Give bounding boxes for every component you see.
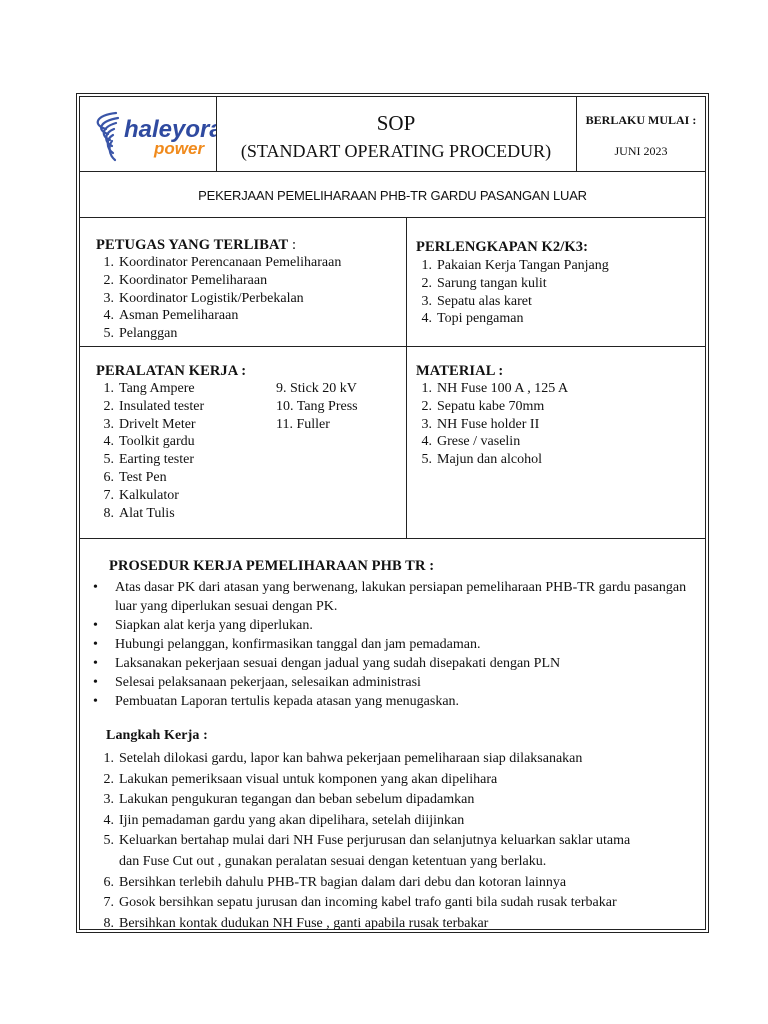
effective-date-label: BERLAKU MULAI :: [585, 113, 697, 127]
list-item: [88, 914, 630, 935]
list-item-text: Test Pen: [119, 469, 167, 485]
peralatan-heading: PERALATAN KERJA :: [96, 363, 247, 379]
list-item: 8. Alat Tulis: [103, 505, 175, 521]
row-divider: [80, 217, 705, 218]
list-item: 3. Drivelt Meter: [103, 416, 196, 432]
prosedur-heading: PROSEDUR KERJA PEMELIHARAAN PHB TR :: [109, 558, 435, 574]
list-item: [88, 893, 630, 914]
list-number: 6.: [103, 874, 114, 890]
bullet-item-text: Hubungi pelanggan, konfirmasikan tanggal dan jam pemadaman.: [115, 637, 481, 652]
langkah-heading: Langkah Kerja :: [106, 728, 208, 743]
sop-document: [76, 93, 709, 933]
list-item-text: Bersihkan terlebih dahulu PHB-TR bagian dalam dari debu dan kotoran lainnya: [119, 874, 567, 890]
list-number: 2.: [103, 771, 114, 787]
list-item-text: Koordinator Logistik/Perbekalan: [119, 290, 304, 306]
list-item-text: Insulated tester: [119, 398, 205, 414]
list-item-text: Sarung tangan kulit: [437, 275, 547, 291]
list-number: 1.: [103, 751, 114, 766]
list-item: 1. Koordinator Perencanaan Pemeliharaan: [103, 255, 342, 270]
list-item-text: Pelanggan: [119, 326, 178, 342]
bullet-item: [88, 654, 688, 673]
material-list: [406, 380, 568, 469]
list-number: 8.: [103, 915, 114, 931]
petugas-list: [88, 254, 341, 343]
list-item-text: Lakukan pengukuran tegangan dan beban sebelum dipadamkan: [119, 792, 475, 808]
list-item: 1. Pakaian Kerja Tangan Panjang: [421, 258, 609, 273]
list-item-text: Bersihkan kontak dudukan NH Fuse , ganti apabila rusak terbakar: [119, 915, 489, 931]
petugas-heading-text: PETUGAS YANG TERLIBAT: [96, 237, 289, 253]
list-item-text: Koordinator Perencanaan Pemeliharaan: [119, 255, 342, 270]
svg-text:haleyora: haleyora: [124, 116, 216, 143]
list-item: 3. NH Fuse holder II: [421, 416, 540, 432]
bullet-item: [88, 673, 688, 692]
sop-table: [79, 96, 706, 930]
list-item-text: Keluarkan bertahap mulai dari NH Fuse perjurusan dan selanjutnya keluarkan saklar utama: [119, 833, 631, 849]
list-item: 5. Earting tester: [103, 452, 195, 468]
list-item-text: Topi pengaman: [437, 311, 524, 327]
material-heading: MATERIAL :: [416, 363, 504, 379]
list-number: 4.: [103, 812, 114, 828]
list-item-text: Grese / vaselin: [437, 434, 521, 450]
list-item: 4. Asman Pemeliharaan: [103, 308, 239, 324]
row-divider: [80, 346, 705, 347]
list-item: 11. Fuller: [276, 416, 330, 432]
list-item: 5. Pelanggan: [103, 326, 178, 342]
bullet-item-text: Selesai pelaksanaan pekerjaan, selesaikan administrasi: [115, 675, 421, 690]
list-item: 2. Koordinator Pemeliharaan: [103, 272, 268, 288]
header-divider: [576, 97, 577, 171]
list-item-text: Toolkit gardu: [119, 434, 195, 450]
list-item-text: Tang Ampere: [119, 381, 195, 396]
list-item: 9. Stick 20 kV: [276, 381, 357, 396]
petugas-heading: [96, 237, 296, 254]
list-item-text: Sepatu kabe 70mm: [437, 398, 545, 414]
list-item: 2. Sepatu kabe 70mm: [421, 398, 545, 414]
list-item: 1. Tang Ampere: [103, 381, 195, 396]
perlengkapan-list: [406, 257, 609, 328]
bullet-item-text: Siapkan alat kerja yang diperlukan.: [115, 618, 313, 633]
list-number: 7.: [103, 895, 114, 911]
list-item: 2. Insulated tester: [103, 398, 205, 414]
list-item: [88, 790, 630, 811]
prosedur-list: [88, 578, 688, 711]
sop-subtitle: (STANDART OPERATING PROCEDUR): [240, 141, 552, 161]
list-item: 1. NH Fuse 100 A , 125 A: [421, 381, 569, 396]
company-logo: [86, 103, 216, 169]
list-number: 5.: [103, 833, 114, 849]
row-divider: [80, 538, 705, 539]
bullet-item-text: Pembuatan Laporan tertulis kepada atasan yang menugaskan.: [115, 694, 460, 709]
list-item: 4. Grese / vaselin: [421, 434, 521, 450]
list-item: 6. Test Pen: [103, 469, 167, 485]
bullet-item: [88, 692, 688, 711]
list-item: [88, 831, 630, 852]
list-item: 5. Majun dan alcohol: [421, 452, 542, 468]
list-item-text: NH Fuse holder II: [437, 416, 540, 432]
list-item-text: Majun dan alcohol: [437, 452, 542, 468]
list-item: 10. Tang Press: [276, 398, 358, 414]
list-item-text: dan Fuse Cut out , gunakan peralatan sesuai dengan ketentuan yang berlaku.: [119, 853, 547, 869]
list-item-text: NH Fuse 100 A , 125 A: [437, 381, 569, 396]
list-item: [88, 852, 630, 873]
bullet-item-text: Atas dasar PK dari atasan yang berwenang, lakukan persiapan pemeliharaan PHB-TR gardu pasangan luar yang diperlukan sesuai dengan PK.: [115, 580, 687, 614]
list-item: 3. Koordinator Logistik/Perbekalan: [103, 290, 304, 306]
svg-text:power: power: [154, 139, 205, 158]
list-item-text: Lakukan pemeriksaan visual untuk komponen yang akan dipelihara: [119, 771, 498, 787]
list-item-text: Drivelt Meter: [119, 416, 196, 432]
bullet-item: [88, 616, 688, 635]
langkah-list: [88, 749, 630, 934]
list-item-text: Earting tester: [119, 452, 195, 468]
bullet-item: [88, 578, 688, 616]
list-item-text: Asman Pemeliharaan: [119, 308, 239, 324]
list-item: [88, 873, 630, 894]
list-item: [88, 770, 630, 791]
peralatan-list: [88, 380, 204, 522]
list-item-text: Pakaian Kerja Tangan Panjang: [437, 258, 609, 273]
list-item: 2. Sarung tangan kulit: [421, 275, 547, 291]
list-item-text: Gosok bersihkan sepatu jurusan dan incoming kabel trafo ganti bila sudah rusak terbakar: [119, 895, 617, 911]
peralatan-list-col2: [276, 380, 358, 433]
list-number: 3.: [103, 792, 114, 808]
list-item-text: Alat Tulis: [119, 505, 175, 521]
list-item: [88, 811, 630, 832]
effective-date-value: JUNI 2023: [614, 144, 668, 158]
job-title: PEKERJAAN PEMELIHARAAN PHB-TR GARDU PASANGAN LUAR: [198, 188, 587, 203]
list-item-text: Kalkulator: [119, 487, 179, 503]
list-item: 7. Kalkulator: [103, 487, 179, 503]
list-item-text: Setelah dilokasi gardu, lapor kan bahwa pekerjaan pemeliharaan siap dilaksanakan: [119, 751, 583, 766]
list-item-text: Sepatu alas karet: [437, 293, 532, 309]
list-item-text: Ijin pemadaman gardu yang akan dipelihara, setelah diijinkan: [119, 812, 465, 828]
row-divider: [80, 171, 705, 172]
sop-title: SOP: [376, 111, 416, 135]
list-item: 4. Toolkit gardu: [103, 434, 195, 450]
list-item-text: Koordinator Pemeliharaan: [119, 272, 268, 288]
list-item: 3. Sepatu alas karet: [421, 293, 532, 309]
perlengkapan-heading: PERLENGKAPAN K2/K3:: [416, 239, 589, 255]
bullet-item-text: Laksanakan pekerjaan sesuai dengan jadual yang sudah disepakati dengan PLN: [115, 656, 561, 671]
list-item: 4. Topi pengaman: [421, 311, 524, 327]
petugas-heading-colon: :: [288, 237, 297, 253]
bullet-item: [88, 635, 688, 654]
list-item: [88, 749, 630, 770]
